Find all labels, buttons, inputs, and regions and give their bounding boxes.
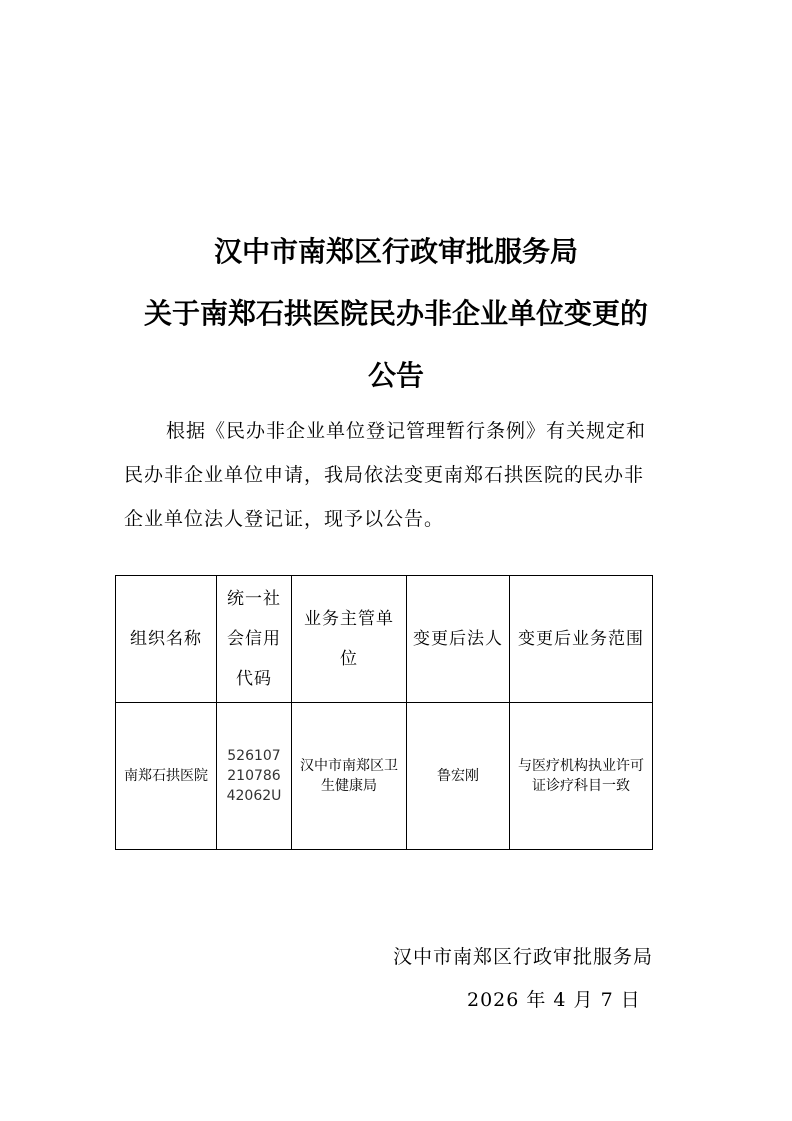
- header-org-name: 组织名称: [116, 576, 217, 703]
- title-line-2: 关于南郑石拱医院民办非企业单位变更的: [143, 297, 648, 330]
- title-line-3: 公告: [367, 359, 424, 392]
- signature-org: 汉中市南郑区行政审批服务局: [393, 946, 654, 968]
- cell-business-scope: 与医疗机构执业许可证诊疗科目一致: [510, 703, 653, 850]
- cell-legal-person: 鲁宏刚: [407, 703, 510, 850]
- header-credit-code: 统一社会信用代码: [217, 576, 292, 703]
- table-header-row: [116, 576, 653, 703]
- header-business-scope: 变更后业务范围: [510, 576, 653, 703]
- body-line-2: 民办非企业单位申请，我局依法变更南郑石拱医院的民办非: [124, 464, 645, 486]
- cell-org-name: 南郑石拱医院: [116, 703, 217, 850]
- change-table: [115, 575, 653, 850]
- table-row: [116, 703, 653, 850]
- body-line-1: 根据《民办非企业单位登记管理暂行条例》有关规定和: [166, 420, 647, 442]
- body-line-3: 企业单位法人登记证，现予以公告。: [124, 508, 445, 530]
- header-supervisor: 业务主管单位: [292, 576, 407, 703]
- cell-credit-code: 52610721078642062U: [217, 703, 292, 850]
- signature-date: 2026 年 4 月 7 日: [467, 989, 641, 1011]
- cell-supervisor: 汉中市南郑区卫生健康局: [292, 703, 407, 850]
- title-line-1: 汉中市南郑区行政审批服务局: [213, 235, 578, 268]
- header-legal-person: 变更后法人: [407, 576, 510, 703]
